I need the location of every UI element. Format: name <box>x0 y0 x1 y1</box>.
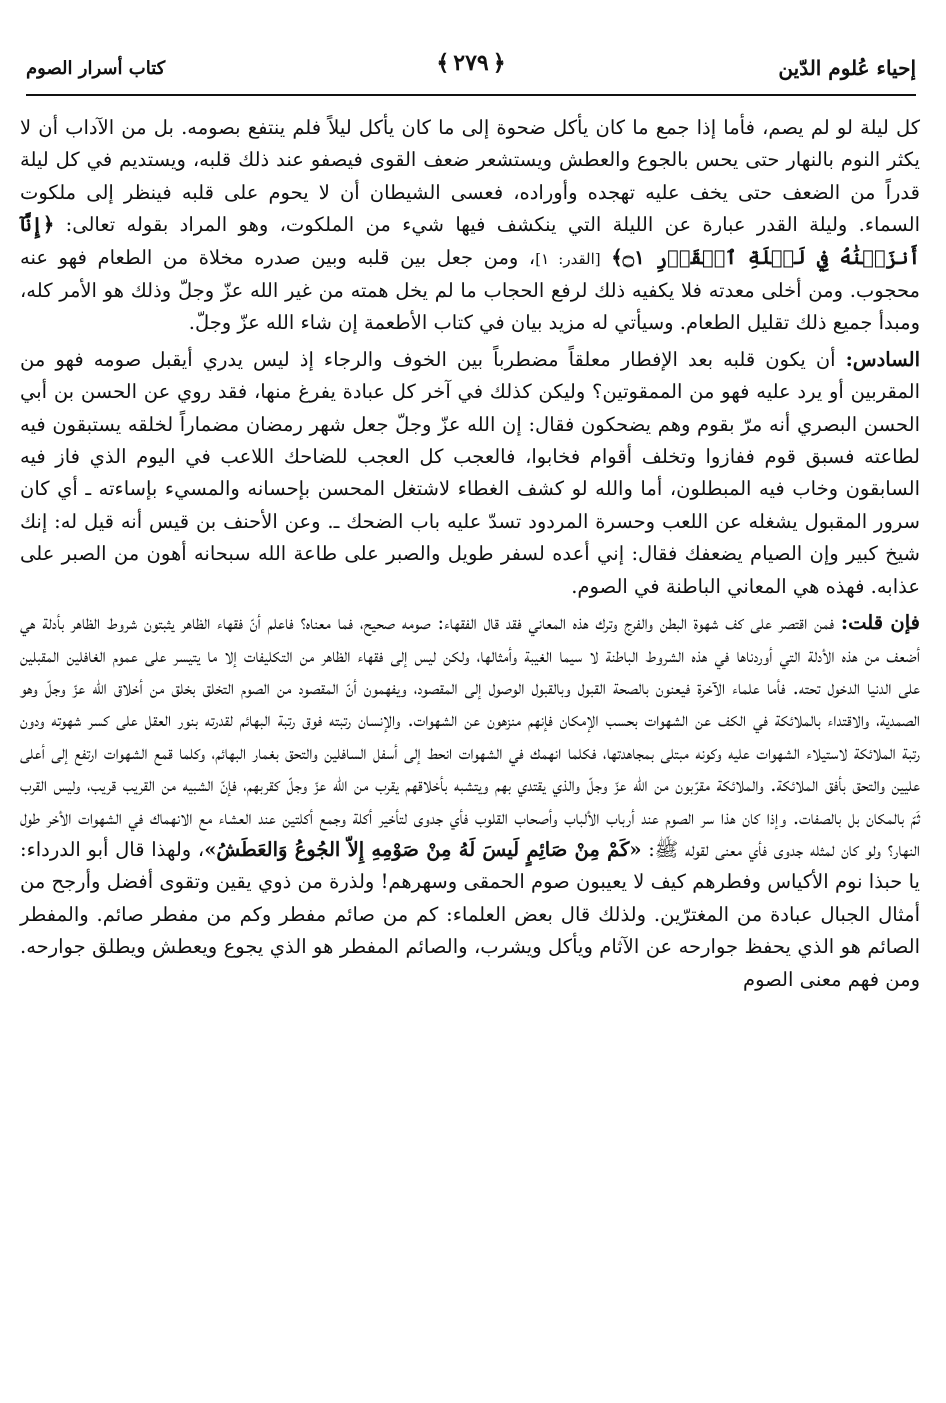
book-title: إحياء عُلوم الدّين <box>778 56 916 80</box>
paragraph-text: أن يكون قلبه بعد الإفطار معلقاً مضطرباً بين الخوف والرجاء إذ ليس يدري أيقبل صومه فهو من المقربين أو يرد عليه فهو من الممقوتين؟ وليكن كذلك في آخر كل عبادة يفرغ منها، فقد روي عن الحسن بن أبي الحسن البصري أنه مرّ بقوم وهم يضحكون فقال: إن الله عزّ وجلّ جعل شهر رمضان مضماراً لخلقه يستبقون فيه لطاعته فسبق قوم ففازوا وتخلف أقوام فخابوا، فالعجب كل العجب للضاحك اللاعب في اليوم الذي فاز فيه السابقون وخاب فيه المبطلون، أما والله لو كشف الغطاء لاشتغل المحسن بإحسانه والمسيء بإساءته ـ أي كان سرور المقبول يشغله عن اللعب وحسرة المردود تسدّ عليه باب الضحك ـ. وعن الأحنف بن قيس أنه قيل له: إنك شيخ كبير وإن الصيام يضعفك فقال: إني أعده لسفر طويل والصبر على طاعة الله سبحانه أهون من الصبر على عذابه. فهذه هي المعاني الباطنة في الصوم. <box>20 347 920 598</box>
paragraph-text: كل ليلة لو لم يصم، فأما إذا جمع ما كان يأكل ضحوة إلى ما كان يأكل ليلاً فلم ينتفع بصومه. بل من الآداب أن لا يكثر النوم بالنهار حتى يحس بالجوع والعطش ويستشعر ضعف القوى فيصفو عند ذلك قلبه، ويستديم في كل ليلة قدراً من الضعف حتى يخف عليه تهجده وأوراده، فعسى الشيطان أن لا يحوم على قلبه فينظر إلى ملكوت السماء. وليلة القدر عبارة عن الليلة التي ينكشف فيها شيء من الملكوت، وهو المراد بقوله تعالى: <box>20 116 920 237</box>
page-number-block <box>436 50 505 76</box>
hadith-quote: «كَمْ مِنْ صَائِمٍ لَيسَ لَهُ مِنْ صَوْمِهِ إِلاّ الجُوعُ وَالعَطَشُ» <box>204 837 642 861</box>
header-rule <box>26 94 916 96</box>
paragraph-text-continued: ، ومن جعل بين قلبه وبين صدره مخلاة من الطعام فهو عنه محجوب. ومن أخلى معدته فلا يكفيه ذلك لرفع الحجاب ما لم يخل همته من غير الله عزّ وجلّ وذلك هو الأمر كله، ومبدأ جميع ذلك تقليل الطعام. وسيأتي له مزيد بيان في كتاب الأطعمة إن شاء الله عزّ وجلّ. <box>20 245 920 335</box>
paragraph-text-continued: ، ولهذا قال أبو الدرداء: يا حبذا نوم الأكياس وفطرهم كيف لا يعيبون صوم الحمقى وسهرهم! ولذرة من ذوي يقين وتقوى أفضل وأرجح من أمثال الجبال عبادة من المغترّين. ولذلك قال بعض العلماء: كم من صائم مفطر وكم من مفطر صائم. والمفطر الصائم هو الذي يحفظ جوارحه عن الآثام ويأكل ويشرب، والصائم المفطر هو الذي يجوع ويعطش ويطلق جوارحه. ومن فهم معنى الصوم <box>20 837 920 991</box>
paragraph-3 <box>20 607 920 996</box>
page-header <box>26 50 916 96</box>
paragraph-lead: السادس: <box>845 347 920 371</box>
page-number: ٢٧٩ <box>453 50 489 76</box>
page-body <box>20 112 920 1000</box>
quran-reference: [القدر: ١] <box>535 249 601 268</box>
paragraph-lead: فإن قلت: <box>840 611 921 635</box>
ornament-right-icon: ﴿ <box>492 50 506 76</box>
chapter-title: كتاب أسرار الصوم <box>26 58 166 79</box>
ornament-left-icon: ﴾ <box>436 50 450 76</box>
paragraph-1 <box>20 112 920 340</box>
quran-quote: ﴿إِنَّآ أَنزَلۡنَٰهُ فِي لَيۡلَةِ ٱلۡقَدۡرِ ۝١﴾ <box>20 213 920 269</box>
paragraph-text: فمن اقتصر على كف شهوة البطن والفرج وترك هذه المعاني فقد قال الفقهاء: صومه صحيح، فما معناه؟ فاعلم أنّ فقهاء الظاهر يثبتون شروط الظاهر بأدلة هي أضعف من هذه الأدلة التي أوردناها في هذه الشروط الباطنة لا سيما الغيبة وأمثالها، ولكن ليس إلى فقهاء الظاهر من التكليفات إلا ما يتيسر على عموم الغافلين المقبلين على الدنيا الدخول تحته. فأما علماء الآخرة فيعنون بالصحة القبول وبالقبول الوصول إلى المقصود، ويفهمون أنّ المقصود من الصوم التخلق بخلق من أخلاق الله عزّ وجلّ وهو الصمدية، والاقتداء بالملائكة في الكف عن الشهوات بحسب الإمكان فإنهم منزهون عن الشهوات. والإنسان رتبته فوق رتبة البهائم لقدرته بنور العقل على كسر شهوته ودون رتبة الملائكة لاستيلاء الشهوات عليه وكونه مبتلى بمجاهدتها، فكلما انهمك في الشهوات انحط إلى أسفل السافلين والتحق بغمار البهائم، وكلما قمع الشهوات ارتفع إلى أعلى عليين والتحق بأفق الملائكة. والملائكة مقرّبون من الله عزّ وجلّ والذي يقتدي بهم ويتشبه بأخلاقهم يقرب من الله عزّ وجلّ كقربهم، فإنّ الشبيه من القريب قريب، وليس القرب ثَمّ بالمكان بل بالصفات. وإذا كان هذا سر الصوم عند أرباب الألباب وأصحاب القلوب فأي جدوى لتأخير أكلة وجمع أكلتين عند العشاء مع الانهماك في الشهوات الأخر طول النهار؟ ولو كان لمثله جدوى فأي معنى لقوله ﷺ: <box>20 611 920 861</box>
paragraph-2 <box>20 344 920 603</box>
